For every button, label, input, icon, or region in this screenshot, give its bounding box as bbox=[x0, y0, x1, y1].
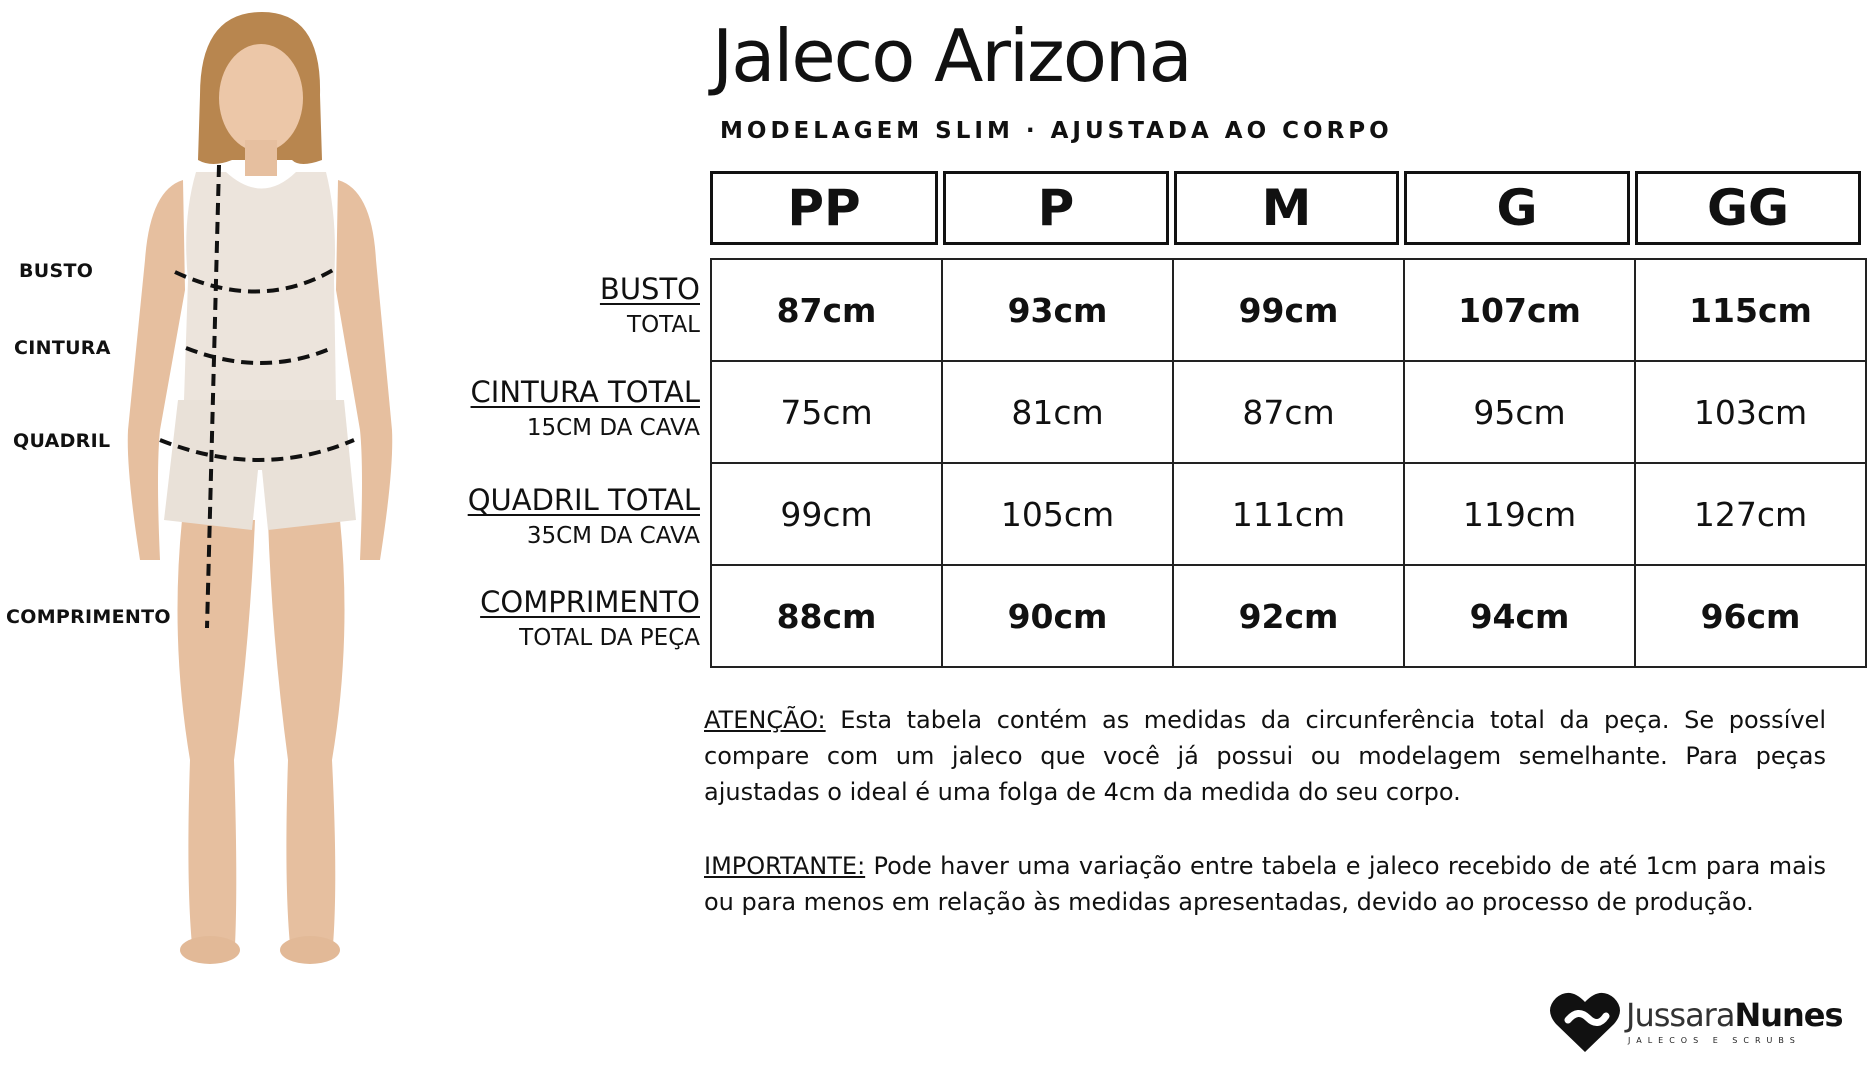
table-cell: 75cm bbox=[711, 361, 942, 463]
attention-note bbox=[704, 702, 1826, 810]
brand-logo bbox=[1548, 990, 1848, 1058]
table-cell: 93cm bbox=[942, 259, 1173, 361]
note-lead: ATENÇÃO: bbox=[704, 706, 826, 734]
table-cell: 96cm bbox=[1635, 565, 1866, 667]
figure-label-length: COMPRIMENTO bbox=[6, 606, 171, 628]
table-cell: 105cm bbox=[942, 463, 1173, 565]
size-header-g: G bbox=[1404, 171, 1630, 245]
table-cell: 103cm bbox=[1635, 361, 1866, 463]
size-header-p: P bbox=[943, 171, 1169, 245]
note-text: Esta tabela contém as medidas da circunferência total da peça. Se possível compare com um jaleco que você já possui ou modelagem semelhante. Para peças ajustadas o ideal é uma folga de 4cm da medida do seu corpo. bbox=[704, 706, 1826, 806]
size-header-gg: GG bbox=[1635, 171, 1861, 245]
figure-label-bust: BUSTO bbox=[19, 260, 94, 282]
row-label-main: BUSTO bbox=[599, 272, 700, 306]
figure-label-hip: QUADRIL bbox=[13, 430, 111, 452]
table-cell: 95cm bbox=[1404, 361, 1635, 463]
table-row bbox=[711, 463, 1866, 565]
brand-tagline: JALECOS E SCRUBS bbox=[1628, 1036, 1801, 1045]
tank-top bbox=[184, 172, 336, 400]
row-label-sub: 15CM DA CAVA bbox=[526, 415, 700, 441]
table-cell: 119cm bbox=[1404, 463, 1635, 565]
table-cell: 115cm bbox=[1635, 259, 1866, 361]
table-cell: 99cm bbox=[1173, 259, 1404, 361]
table-cell: 81cm bbox=[942, 361, 1173, 463]
page-subtitle: MODELAGEM SLIM · AJUSTADA AO CORPO bbox=[720, 118, 1393, 144]
brand-name-bold: Nunes bbox=[1734, 996, 1843, 1034]
table-cell: 92cm bbox=[1173, 565, 1404, 667]
page-title: Jaleco Arizona bbox=[712, 14, 1191, 98]
table-row bbox=[711, 259, 1866, 361]
row-label-main: COMPRIMENTO bbox=[480, 585, 700, 619]
brand-name bbox=[1626, 996, 1843, 1034]
row-label-bust bbox=[600, 272, 700, 338]
face bbox=[219, 44, 303, 152]
row-label-sub: TOTAL DA PEÇA bbox=[519, 625, 700, 651]
table-cell: 94cm bbox=[1404, 565, 1635, 667]
row-label-hip bbox=[468, 483, 700, 549]
brand-name-light: Jussara bbox=[1626, 996, 1735, 1034]
table-cell: 87cm bbox=[711, 259, 942, 361]
row-label-main: CINTURA TOTAL bbox=[470, 375, 700, 409]
table-cell: 107cm bbox=[1404, 259, 1635, 361]
row-label-main: QUADRIL TOTAL bbox=[467, 483, 700, 517]
row-label-sub: TOTAL bbox=[627, 312, 700, 338]
table-cell: 127cm bbox=[1635, 463, 1866, 565]
row-label-sub: 35CM DA CAVA bbox=[526, 523, 700, 549]
size-header-m: M bbox=[1174, 171, 1399, 245]
size-header-pp: PP bbox=[710, 171, 938, 245]
table-cell: 87cm bbox=[1173, 361, 1404, 463]
table-cell: 88cm bbox=[711, 565, 942, 667]
body-measurement-figure bbox=[0, 0, 420, 1000]
heart-logo-icon bbox=[1548, 990, 1622, 1056]
shorts bbox=[164, 400, 356, 530]
table-cell: 90cm bbox=[942, 565, 1173, 667]
important-note bbox=[704, 848, 1826, 920]
figure-label-waist: CINTURA bbox=[14, 337, 111, 359]
table-row bbox=[711, 361, 1866, 463]
table-cell: 99cm bbox=[711, 463, 942, 565]
note-text: Pode haver uma variação entre tabela e jaleco recebido de até 1cm para mais ou para menos em relação às medidas apresentadas, devido ao processo de produção. bbox=[704, 852, 1826, 916]
size-table bbox=[710, 258, 1867, 668]
row-label-waist bbox=[471, 375, 700, 441]
table-cell: 111cm bbox=[1173, 463, 1404, 565]
note-lead: IMPORTANTE: bbox=[704, 852, 866, 880]
row-label-length bbox=[480, 585, 700, 651]
table-row bbox=[711, 565, 1866, 667]
